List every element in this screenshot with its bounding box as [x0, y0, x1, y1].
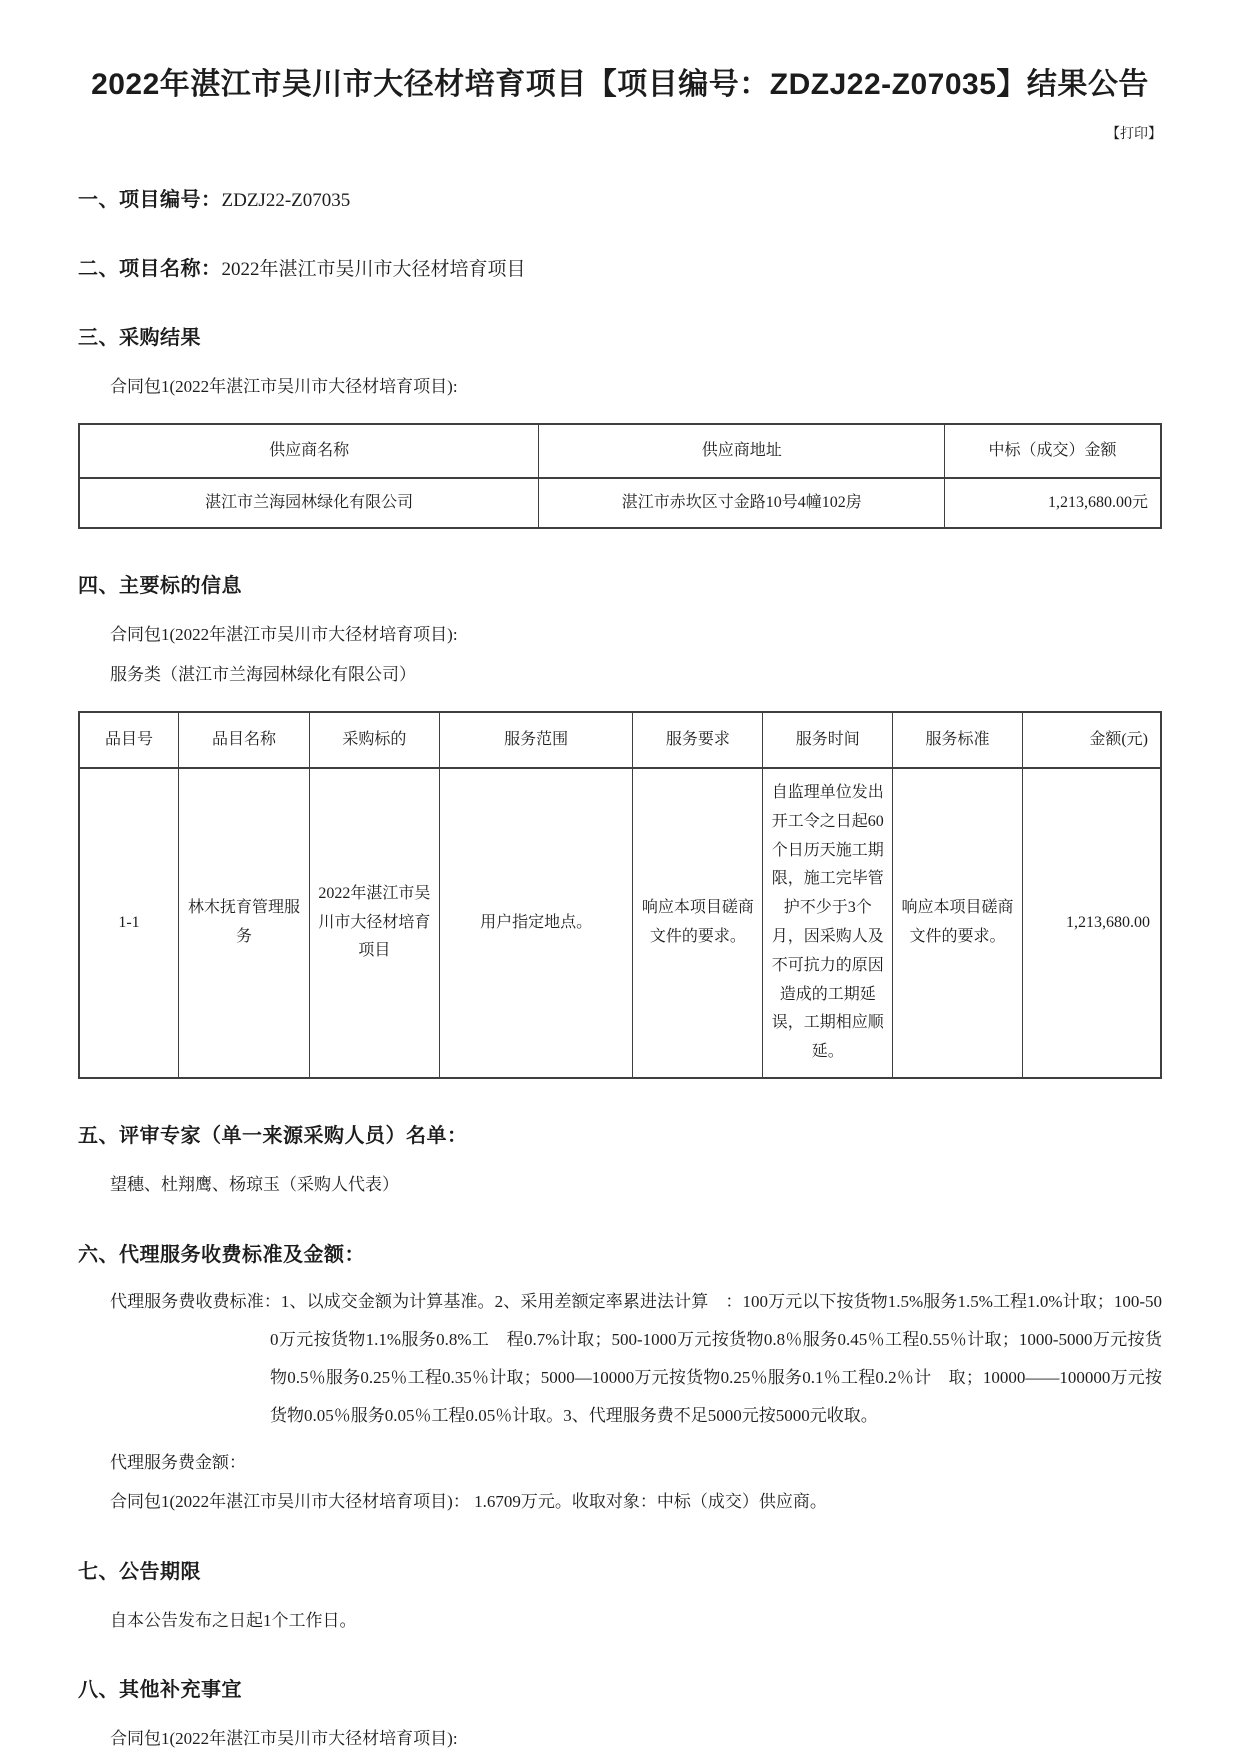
print-row	[78, 123, 1162, 143]
subject-table-header-row	[79, 712, 1161, 768]
section-project-number	[78, 183, 1162, 212]
print-button[interactable]: 【打印】	[1106, 126, 1162, 142]
subject-header-service-scope: 服务范围	[439, 712, 633, 768]
subject-package-line: 合同包1(2022年湛江市吴川市大径材培育项目):	[110, 625, 458, 644]
section-project-name-label: 二、项目名称：	[78, 257, 222, 280]
agency-fee-amount-label: 代理服务费金额：	[110, 1452, 246, 1472]
table-row	[79, 478, 1161, 528]
subject-cell-item-name: 林木抚育管理服务	[179, 768, 310, 1078]
subject-info-table	[78, 711, 1162, 1079]
section-experts-heading: 五、评审专家（单一来源采购人员）名单：	[78, 1125, 468, 1147]
announcement-period-text: 自本公告发布之日起1个工作日。	[110, 1610, 357, 1630]
result-table-header-row	[79, 424, 1161, 478]
subject-cell-service-requirement: 响应本项目磋商文件的要求。	[633, 768, 763, 1078]
subject-header-service-standard: 服务标准	[893, 712, 1023, 768]
result-header-supplier-name: 供应商名称	[79, 424, 539, 478]
result-cell-supplier-name: 湛江市兰海园林绿化有限公司	[79, 478, 539, 528]
result-cell-supplier-address: 湛江市赤坎区寸金路10号4幢102房	[539, 478, 945, 528]
subject-header-item-name: 品目名称	[179, 712, 310, 768]
subject-cell-service-scope: 用户指定地点。	[439, 768, 633, 1078]
section-project-number-label: 一、项目编号：	[78, 188, 222, 211]
subject-cell-amount: 1,213,680.00	[1022, 768, 1161, 1078]
result-package-line: 合同包1(2022年湛江市吴川市大径材培育项目):	[110, 376, 458, 396]
subject-cell-item-no: 1-1	[79, 768, 179, 1078]
subject-header-amount: 金额(元)	[1022, 712, 1161, 768]
subject-category-line: 服务类（湛江市兰海园林绿化有限公司）	[110, 664, 416, 684]
other-matters-package-line: 合同包1(2022年湛江市吴川市大径材培育项目):	[110, 1729, 458, 1748]
subject-cell-service-time: 自监理单位发出开工令之日起60个日历天施工期限，施工完毕管护不少于3个月，因采购人及不可抗力的原因造成的工期延误，工期相应顺延。	[763, 768, 893, 1078]
section-project-name	[78, 252, 1162, 281]
project-name-value: 2022年湛江市吴川市大径材培育项目	[221, 258, 526, 280]
section-announcement-period-heading: 七、公告期限	[78, 1560, 201, 1583]
section-procurement-result-heading: 三、采购结果	[78, 326, 201, 349]
subject-header-service-requirement: 服务要求	[633, 712, 763, 768]
table-row	[79, 768, 1161, 1078]
subject-cell-service-standard: 响应本项目磋商文件的要求。	[893, 768, 1023, 1078]
section-subject-info-heading: 四、主要标的信息	[78, 575, 242, 597]
subject-header-procurement-subject: 采购标的	[309, 712, 439, 768]
section-other-matters-heading: 八、其他补充事宜	[78, 1679, 242, 1701]
page-title: 2022年湛江市吴川市大径材培育项目【项目编号：ZDZJ22-Z07035】结果公告	[91, 68, 1149, 101]
section-agency-fee-heading: 六、代理服务收费标准及金额：	[78, 1243, 365, 1266]
experts-names-line: 望穗、杜翔鹰、杨琼玉（采购人代表）	[110, 1175, 399, 1194]
result-cell-award-amount: 1,213,680.00元	[945, 478, 1161, 528]
result-header-award-amount: 中标（成交）金额	[945, 424, 1161, 478]
agency-fee-amount-line: 合同包1(2022年湛江市吴川市大径材培育项目)： 1.6709万元。收取对象：中标（成交）供应商。	[110, 1492, 827, 1511]
agency-fee-standard-paragraph: 代理服务费收费标准：1、以成交金额为计算基准。2、采用差额定率累进法计算 ：100万元以下按货物1.5%服务1.5%工程1.0%计取；100-500万元按货物1.1%服务0.8%工 程0.7%计取；500-1000万元按货物0.8％服务0.45％工程0.55％计取；1000-5000万元按货 物0.5％服务0.25％工程0.35％计取；5000—10000万元按货物0.25％服务0.1％工程0.2％计 取；10000——100000万元按货物0.05％服务0.05％工程0.05％计取。3、代理服务费不足5000元按5000元收取。	[110, 1291, 1179, 1426]
subject-cell-procurement-subject: 2022年湛江市吴川市大径材培育项目	[309, 768, 439, 1078]
subject-header-item-no: 品目号	[79, 712, 179, 768]
subject-header-service-time: 服务时间	[763, 712, 893, 768]
project-number-value: ZDZJ22-Z07035	[221, 189, 351, 211]
procurement-result-table	[78, 423, 1162, 529]
result-header-supplier-address: 供应商地址	[539, 424, 945, 478]
